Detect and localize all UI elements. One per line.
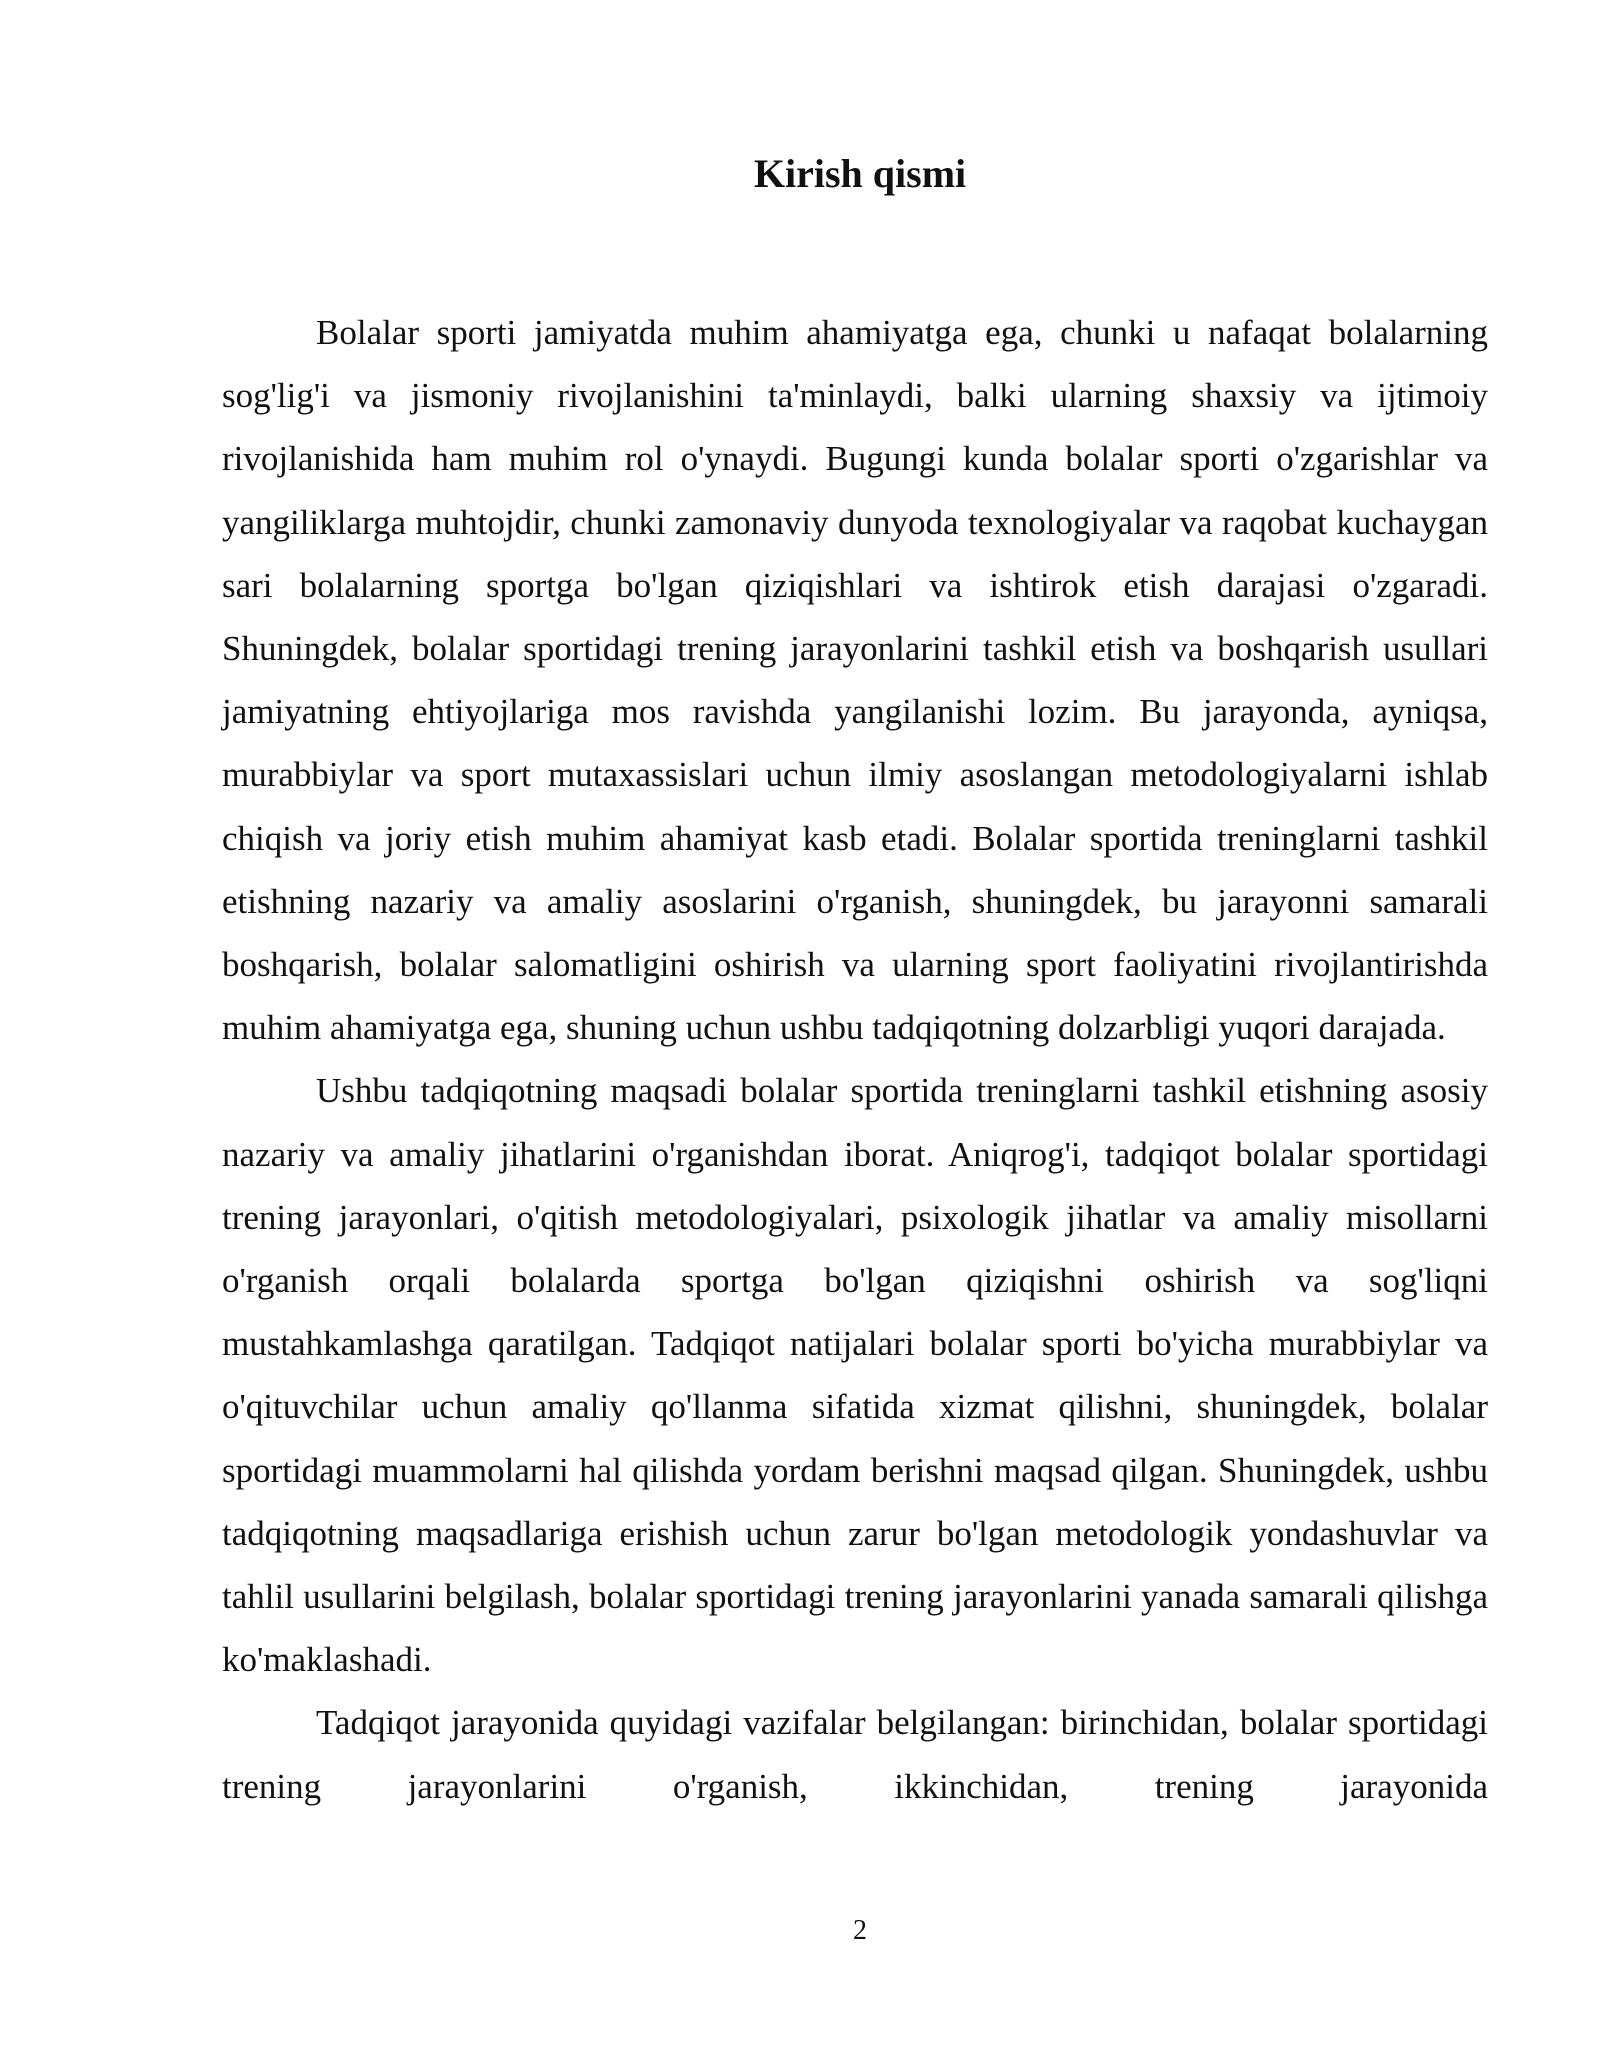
paragraph-relevance: Bolalar sporti jamiyatda muhim ahamiyatga ega, chunki u nafaqat bolalarning sog'lig'i va jismoniy rivojlanishini ta'minlaydi, balki ularning shaxsiy va ijtimoiy rivojlanishida ham muhim rol o'ynaydi. Bugungi kunda bolalar sporti o'zgarishlar va yangiliklarga muhtojdir, chunki zamonaviy dunyoda texnologiyalar va raqobat kuchaygan sari bolalarning sportga bo'lgan qiziqishlari va ishtirok etish darajasi o'zgaradi. Shuningdek, bolalar sportidagi trening jarayonlarini tashkil etish va boshqarish usullari jamiyatning ehtiyojlariga mos ravishda yangilanishi lozim. Bu jarayonda, ayniqsa, murabbiylar va sport mutaxassislari uchun ilmiy asoslangan metodologiyalarni ishlab chiqish va joriy etish muhim ahamiyat kasb etadi. Bolalar sportida treninglarni tashkil etishning nazariy va amaliy asoslarini o'rganish, shuningdek, bu jarayonni samarali boshqarish, bolalar salomatligini oshirish va ularning sport faoliyatini rivojlantirishda muhim ahamiyatga ega, shuning uchun ushbu tadqiqotning dolzarbligi yuqori darajada. [222,313,1488,1048]
body-text [222,301,1488,1818]
paragraph-tasks: Tadqiqot jarayonida quyidagi vazifalar belgilangan: birinchidan, bolalar sportidagi trening jarayonlarini o'rganish, ikkinchidan, trening jarayonida [222,1703,1488,1806]
page-title: Kirish qismi [753,151,967,196]
page-number: 2 [853,1915,867,1946]
paragraph-goal: Ushbu tadqiqotning maqsadi bolalar sportida treninglarni tashkil etishning asosiy nazariy va amaliy jihatlarini o'rganishdan iborat. Aniqrog'i, tadqiqot bolalar sportidagi trening jarayonlari, o'qitish metodologiyalari, psixologik jihatlar va amaliy misollarni o'rganish orqali bolalarda sportga bo'lgan qiziqishni oshirish va sog'liqni mustahkamlashga qaratilgan. Tadqiqot natijalari bolalar sporti bo'yicha murabbiylar va o'qituvchilar uchun amaliy qo'llanma sifatida xizmat qilishni, shuningdek, bolalar sportidagi muammolarni hal qilishda yordam berishni maqsad qilgan. Shuningdek, ushbu tadqiqotning maqsadlariga erishish uchun zarur bo'lgan metodologik yondashuvlar va tahlil usullarini belgilash, bolalar sportidagi trening jarayonlarini yanada samarali qilishga ko'maklashadi. [222,1071,1488,1680]
